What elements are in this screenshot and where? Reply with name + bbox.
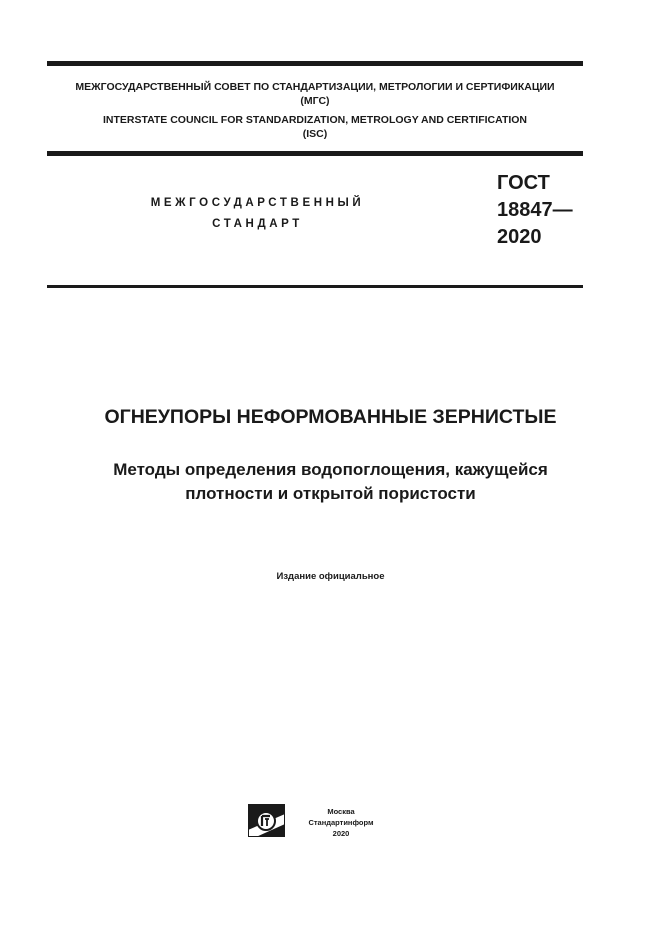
bottom-rule xyxy=(47,285,583,288)
gost-designation xyxy=(497,170,573,251)
council-name-ru xyxy=(47,80,583,108)
gost-number: 18847— xyxy=(497,199,573,221)
standard-type-line1: МЕЖГОСУДАРСТВЕННЫЙ xyxy=(150,197,365,209)
publisher-year: 2020 xyxy=(332,829,350,838)
document-subtitle xyxy=(0,458,661,506)
publisher-city: Москва xyxy=(327,807,355,816)
document-subtitle-line2: плотности и открытой пористости xyxy=(185,484,476,503)
top-rule xyxy=(47,61,583,66)
council-abbr-en: (ISC) xyxy=(302,128,328,140)
edition-note: Издание официальное xyxy=(276,571,385,582)
gost-year: 2020 xyxy=(497,226,542,248)
document-subtitle-line1: Методы определения водопоглощения, кажущейся xyxy=(113,460,548,479)
standartinform-logo-icon xyxy=(248,804,285,837)
publisher-imprint xyxy=(296,806,386,839)
council-abbr-ru: (МГС) xyxy=(300,95,330,107)
council-name-en-text: INTERSTATE COUNCIL FOR STANDARDIZATION, METROLOGY AND CERTIFICATION xyxy=(102,114,528,126)
standard-type xyxy=(120,193,395,235)
publisher-name: Стандартинформ xyxy=(308,818,374,827)
gost-label: ГОСТ xyxy=(497,172,550,194)
council-name-ru-text: МЕЖГОСУДАРСТВЕННЫЙ СОВЕТ ПО СТАНДАРТИЗАЦИИ, МЕТРОЛОГИИ И СЕРТИФИКАЦИИ xyxy=(75,81,555,93)
council-name-en xyxy=(47,113,583,141)
middle-rule xyxy=(47,151,583,156)
standard-type-line2: СТАНДАРТ xyxy=(212,218,303,230)
document-title: ОГНЕУПОРЫ НЕФОРМОВАННЫЕ ЗЕРНИСТЫЕ xyxy=(104,406,557,428)
